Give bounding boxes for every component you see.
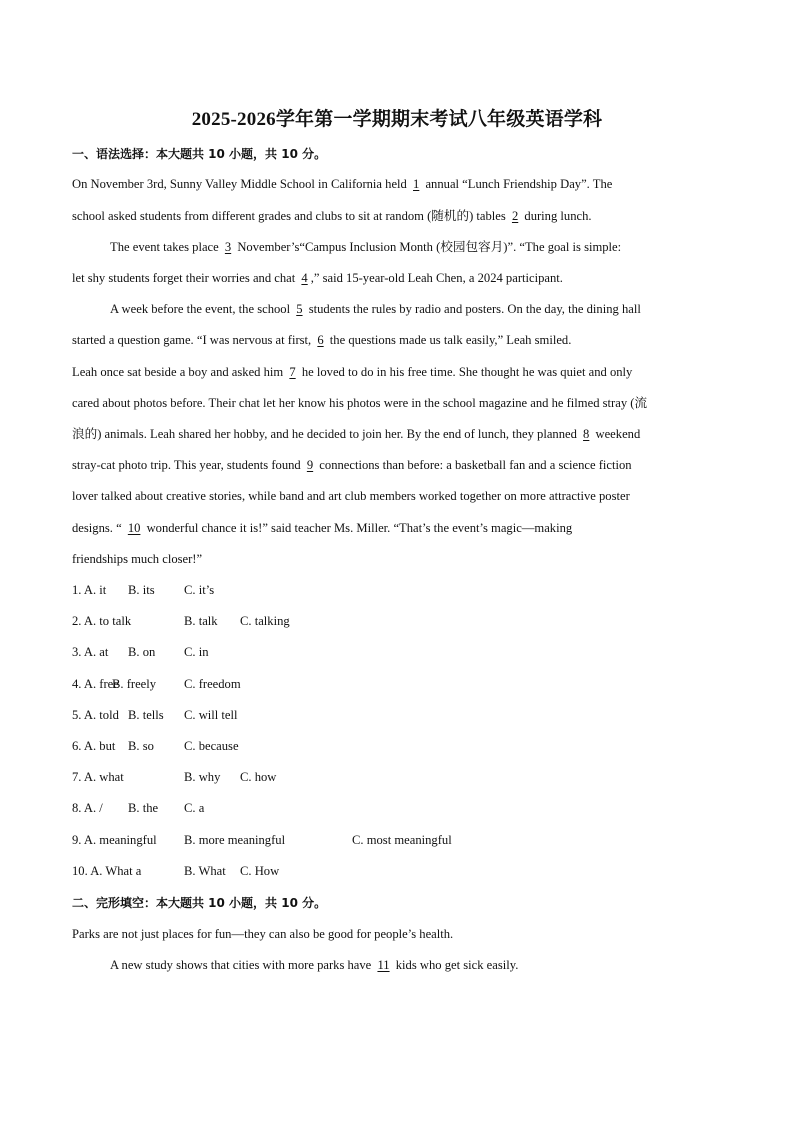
option-choice: B. on [128, 645, 156, 659]
option-choice: C. because [184, 739, 239, 753]
passage-text: A new study shows that cities with more parks have [110, 958, 375, 972]
passage1-line [72, 520, 572, 536]
option-choice: B. so [128, 739, 154, 753]
blank-number: 7 [289, 365, 296, 379]
passage-text: cared about photos before. Their chat let her know his photos were in the school magazine and he filmed stray (流 [72, 396, 648, 410]
passage-text: annual “Lunch Friendship Day”. The [422, 177, 613, 191]
option-choice: 8. A. / [72, 801, 103, 815]
option-choice: C. How [240, 864, 280, 878]
passage-text: let shy students forget their worries and chat [72, 271, 299, 285]
blank-number: 4 [301, 271, 308, 285]
passage-text: friendships much closer!” [72, 552, 203, 566]
passage-text: students the rules by radio and posters. On the day, the dining hall [305, 302, 641, 316]
passage-text: designs. “ [72, 521, 125, 535]
passage-text: kids who get sick easily. [392, 958, 519, 972]
option-choice: C. talking [240, 614, 290, 628]
option-choice: C. it’s [184, 583, 215, 597]
option-choice: B. its [128, 583, 155, 597]
passage-text: 浪的) animals. Leah shared her hobby, and he decided to join her. By the end of lunch, they planned [72, 427, 581, 441]
passage-text: he loved to do in his free time. She thought he was quiet and only [298, 365, 633, 379]
passage1-line [72, 457, 632, 473]
option-choice: B. talk [184, 614, 218, 628]
option-choice: B. the [128, 801, 159, 815]
passage-text: stray-cat photo trip. This year, students found [72, 458, 304, 472]
option-choice: B. why [184, 770, 221, 784]
passage1-line [72, 364, 632, 380]
option-choice: C. will tell [184, 708, 238, 722]
passage-text: The event takes place [110, 240, 222, 254]
option-choice: 2. A. to talk [72, 614, 132, 628]
page-title: 2025-2026学年第一学期期末考试八年级英语学科 [191, 109, 603, 130]
blank-number: 5 [296, 302, 303, 316]
passage-text: Parks are not just places for fun—they can also be good for people’s health. [72, 927, 454, 941]
option-choice: 10. A. What a [72, 864, 142, 878]
option-choice: B. tells [128, 708, 164, 722]
option-choice: 3. A. at [72, 645, 109, 659]
blank-number: 9 [306, 458, 314, 472]
blank-number: 6 [317, 333, 324, 347]
option-choice: 9. A. meaningful [72, 833, 157, 847]
passage-text: November’s“Campus Inclusion Month (校园包容月)”. “The goal is simple: [234, 240, 622, 254]
passage1-line [72, 395, 647, 411]
option-choice: 4. A. free [72, 677, 119, 691]
option-choice: B. What [184, 864, 226, 878]
blank-number: 3 [224, 240, 232, 254]
passage-text: lover talked about creative stories, while band and art club members worked together on more attractive poster [72, 489, 630, 503]
passage1-line [72, 488, 630, 504]
passage2-line [72, 926, 453, 942]
section-heading-grammar: 一、语法选择：本大题共 10 小题，共 10 分。 [72, 147, 327, 161]
option-choice: 1. A. it [72, 583, 107, 597]
passage-text: wonderful chance it is!” said teacher Ms. Miller. “That’s the event’s magic—making [143, 521, 573, 535]
passage-text: A week before the event, the school [110, 302, 294, 316]
passage1-line [72, 208, 592, 224]
blank-number: 10 [127, 521, 141, 535]
passage-text: started a question game. “I was nervous at first, [72, 333, 315, 347]
passage1-line [72, 551, 202, 567]
option-choice: C. a [184, 801, 205, 815]
passage-text: the questions made us talk easily,” Leah smiled. [326, 333, 572, 347]
passage-text: school asked students from different grades and clubs to sit at random (随机的) tables [72, 209, 509, 223]
option-choice: C. most meaningful [352, 833, 452, 847]
blank-number: 1 [413, 177, 420, 191]
passage1-line [110, 301, 641, 317]
passage-text: On November 3rd, Sunny Valley Middle School in California held [72, 177, 411, 191]
blank-number: 8 [583, 427, 590, 441]
option-choice: 6. A. but [72, 739, 116, 753]
passage-text: during lunch. [521, 209, 592, 223]
passage-text: ,” said 15-year-old Leah Chen, a 2024 participant. [310, 271, 563, 285]
option-choice: B. freely [112, 677, 157, 691]
option-choice: 5. A. told [72, 708, 119, 722]
option-choice: C. freedom [184, 677, 241, 691]
passage-text: Leah once sat beside a boy and asked him [72, 365, 287, 379]
passage1-line [72, 176, 612, 192]
option-choice: C. how [240, 770, 277, 784]
option-choice: 7. A. what [72, 770, 124, 784]
passage1-line [110, 239, 621, 255]
passage2-line [110, 957, 518, 973]
passage1-line [72, 426, 640, 442]
passage1-line [72, 332, 571, 348]
option-choice: C. in [184, 645, 209, 659]
passage1-line [72, 270, 563, 286]
section-heading-cloze: 二、完形填空：本大题共 10 小题，共 10 分。 [72, 896, 327, 910]
passage-text: connections than before: a basketball fan and a science fiction [316, 458, 632, 472]
blank-number: 2 [511, 209, 519, 223]
option-choice: B. more meaningful [184, 833, 286, 847]
passage-text: weekend [592, 427, 641, 441]
blank-number: 11 [377, 958, 390, 972]
